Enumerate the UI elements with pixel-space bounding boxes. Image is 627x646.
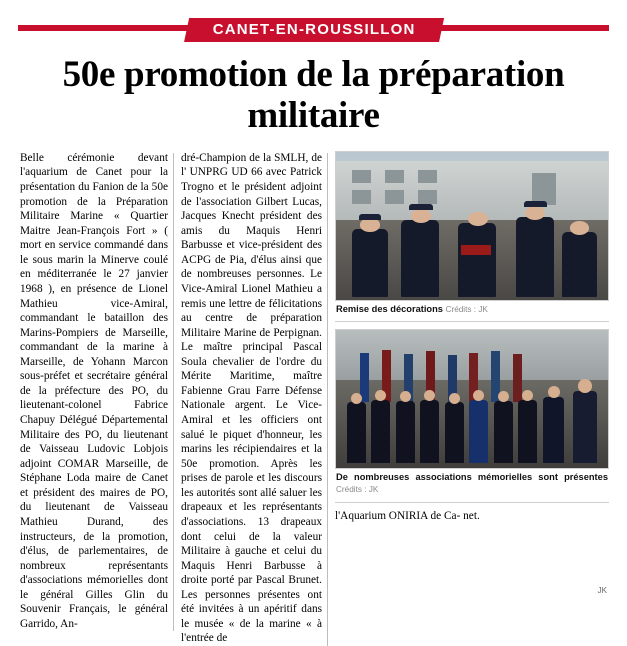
column-2-text: dré-Champion de la SMLH, de l' UNPRG UD 66 avec Patrick Trogno et le président adjoint de l'association Gilbert Lucas, Jacques Knecht président des amis du Maquis Henri Barbusse et vice-président des ACPG de Pia, d'élus ainsi que de nombreuses personnes. Le Vice-Amiral Lionel Mathieu a remis une lettre de félicitations au centre de préparation Militaire Marine de Perpignan. Le maître principal Pascal Soula chevalier de l'ordre du Mérite Maritime, maître Fabienne Grau Farre Défense Nationale argent. Le Vice-Amiral et les officiers ont salué le piquet d'honneur, les marins les récipiendaires et la 50e promotion. Après les prises de parole et les discours les autorités sont allé saluer les drapeaux et les représentants d'associations. 13 drapeaux dont celui de la valeur Militaire à gauche et celui du Maquis Henri Barbusse à droite porté par Pascal Brunet. Les personnes présentes ont été invitées à un apéritif dans le musée « de la marine « à l'entrée de [181, 151, 322, 645]
photo-person [516, 217, 554, 297]
article-body [18, 151, 609, 645]
photo-person-head [411, 209, 431, 223]
photo-red-cushion [461, 245, 491, 255]
photo-person [518, 400, 537, 463]
building-window [385, 170, 404, 183]
photo-person [543, 397, 565, 463]
column-3-tail-text: l'Aquarium ONIRIA de Ca- net. [335, 509, 480, 522]
photo-person-head [570, 221, 589, 234]
photo-person [458, 223, 496, 297]
media-column [335, 151, 609, 523]
photo-associations [335, 329, 609, 469]
photo-person-cap [359, 214, 381, 220]
photo-person [347, 402, 366, 463]
page-title: 50e promotion de la préparation militaire [62, 54, 565, 137]
photo-person [401, 220, 439, 297]
photo-person [573, 391, 597, 463]
photo-person [445, 402, 464, 463]
article-page [0, 12, 627, 645]
photo-flag [513, 354, 522, 402]
building-window [418, 170, 437, 183]
photo-person-head [468, 212, 488, 226]
photo-person [420, 400, 439, 463]
building-window [352, 190, 371, 203]
column-1-text: Belle cérémonie devant l'aquarium de Canet pour la présentation du Fanion de la 50e promotion de la Préparation Militaire Marine « Quartier Maitre Jean-François Fort » ( mort en service commandé dans le sous marin la Minerve coulé en méditerranée le 27 janvier 1968 ), en présence de Lionel Mathieu vice-Amiral, commandant le bataillon des Marins-Pompiers de Marseille, commandant de la marine à Marseille, de Yohann Marcon sous-préfet et secrétaire général de la préfecture des PO, du lieutenant-colonel Fabrice Chapuy Délégué Départemental Militaire des PO, du lieutenant de Vaisseau Ludovic Lobjois adjoint COMAR Marseille, de Stéphane Loda maire de Canet et président des maires de PO, du lieutenant de Vaisseau Mathieu Durand, des instructeurs, de la promotion, d'élus, de parlementaires, de nombreux représentants d'associations mémorielles dont le général Gilles Glin du Souvenir Français, le général Garrido, An- [20, 151, 168, 630]
photo-person-head [400, 391, 411, 402]
photo-person-cap [409, 204, 432, 210]
photo-person [352, 229, 387, 297]
photo-person [396, 401, 415, 463]
photo-1-caption-text: Remise des décorations [336, 303, 443, 314]
photo-1-credit: Crédits : JK [445, 304, 488, 314]
photo-person-head [360, 218, 379, 231]
photo-person-head [578, 379, 592, 393]
building-window [385, 190, 404, 203]
photo-person-head [522, 390, 533, 401]
kicker-badge [184, 18, 444, 42]
photo-person [371, 400, 390, 463]
photo-2-caption [335, 469, 609, 502]
footer-mark: JK [597, 586, 607, 595]
photo-1-caption [335, 301, 609, 323]
photo-person-head [449, 393, 460, 404]
text-column-1 [20, 151, 168, 632]
building-window [352, 170, 371, 183]
text-column-2 [181, 151, 322, 646]
photo-person-head [351, 393, 362, 404]
photo-person-cap [524, 201, 547, 207]
photo-person [469, 400, 488, 463]
photo-flag [360, 353, 369, 403]
photo-2-caption-text: De nombreuses associations mémorielles sont présentes [336, 472, 608, 483]
photo-person-head [498, 391, 509, 402]
photo-2-credit: Crédits : JK [336, 485, 379, 495]
building-window [418, 190, 437, 203]
photo-decorations [335, 151, 609, 301]
kicker-banner [18, 12, 609, 46]
kicker-label: CANET-EN-ROUSSILLON [212, 21, 416, 38]
photo-person [494, 401, 513, 463]
photo-person [562, 232, 597, 297]
